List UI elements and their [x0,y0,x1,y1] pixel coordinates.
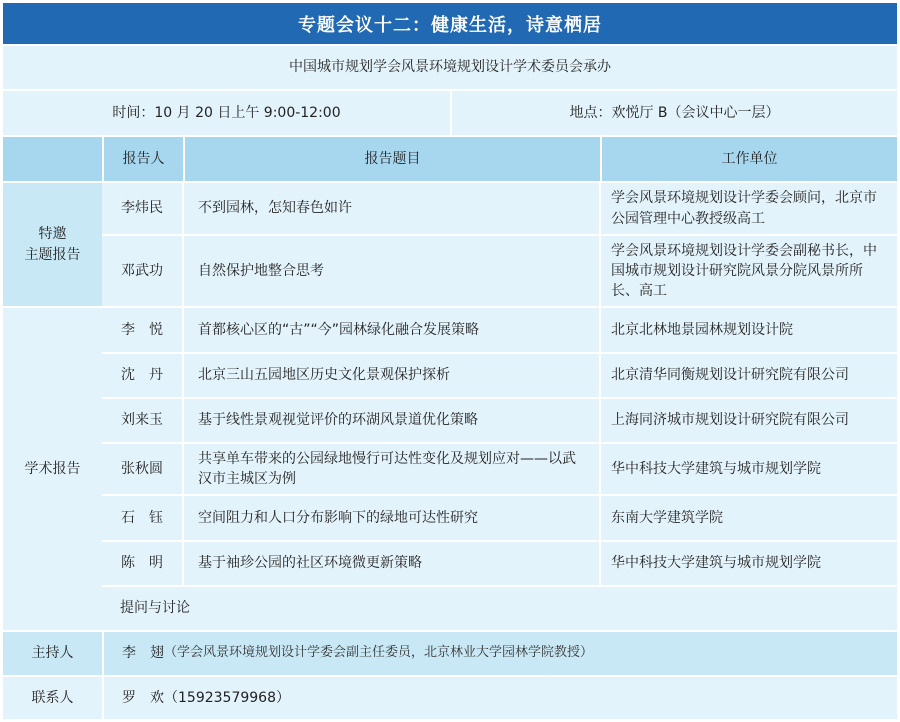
affiliation-text: 学会风景环境规划设计学委会顾问，北京市公园管理中心教授级高工 [599,183,897,234]
affiliation-text: 北京清华同衡规划设计研究院有限公司 [599,354,897,397]
affiliation-text: 北京北林地景园林规划设计院 [599,308,897,352]
organizer-text: 中国城市规划学会风景环境规划设计学术委员会承办 [289,59,611,76]
table-row [102,352,897,397]
table-row [102,397,897,442]
affiliation-text: 上海同济城市规划设计研究院有限公司 [599,399,897,442]
session-title: 专题会议十二：健康生活，诗意栖居 [3,3,897,44]
speaker-name: 邓武功 [121,262,163,279]
header-blank [3,137,102,181]
topic-text: 空间阻力和人口分布影响下的绿地可达性研究 [182,496,599,540]
speaker-name: 沈 丹 [121,367,163,384]
speaker-name: 张秋圆 [121,460,163,477]
header-speaker: 报告人 [102,137,183,181]
topic-text: 基于线性景观视觉评价的环湖风景道优化策略 [182,399,599,442]
table-row [102,234,897,306]
contact-label: 联系人 [31,689,74,706]
contact-row [3,675,897,719]
host-label: 主持人 [31,645,74,662]
special-label-line1: 特邀 [38,226,67,243]
topic-text: 基于袖珍公园的社区环境微更新策略 [182,542,599,585]
organizer-row [3,46,897,89]
discussion-text: 提问与讨论 [120,600,190,617]
topic-text: 共享单车带来的公园绿地慢行可达性变化及规划应对——以武汉市主城区为例 [182,444,599,494]
table-row [102,181,897,234]
host-note: （学会风景环境规划设计学委会副主任委员，北京林业大学园林学院教授） [164,645,594,661]
affiliation-text: 学会风景环境规划设计学委会副秘书长，中国城市规划设计研究院风景分院风景所所长、高工 [599,236,897,306]
speaker-name: 李炜民 [121,200,163,217]
affiliation-text: 东南大学建筑学院 [599,496,897,540]
header-topic: 报告题目 [183,137,600,181]
header-affiliation: 工作单位 [600,137,897,181]
time-location-row [3,89,897,135]
special-label-line2: 主题报告 [24,246,81,263]
table-row [102,306,897,352]
time-text: 时间：10 月 20 日上午 9:00-12:00 [112,104,341,121]
table-row [102,442,897,494]
speaker-name: 陈 明 [121,555,163,572]
academic-group-label [3,306,104,630]
table-row [102,494,897,540]
location-text: 地点：欢悦厅 B（会议中心一层） [450,91,897,135]
special-group-label [3,181,104,306]
table-row [102,540,897,585]
academic-label: 学术报告 [24,460,81,477]
topic-text: 不到园林，怎知春色如许 [182,183,599,234]
topic-text: 首都核心区的“古”“今”园林绿化融合发展策略 [182,308,599,352]
host-row [3,630,897,675]
host-name: 李 翅 [122,645,164,662]
discussion-row [102,585,897,630]
table-header [3,135,897,181]
topic-text: 北京三山五园地区历史文化景观保护探析 [182,354,599,397]
host-info [102,632,897,675]
speaker-name: 李 悦 [121,321,163,338]
speaker-name: 石 钰 [121,509,163,526]
speaker-name: 刘来玉 [121,412,163,429]
affiliation-text: 华中科技大学建筑与城市规划学院 [599,542,897,585]
contact-value: 罗 欢（15923579968） [102,677,897,719]
affiliation-text: 华中科技大学建筑与城市规划学院 [599,444,897,494]
topic-text: 自然保护地整合思考 [182,236,599,306]
